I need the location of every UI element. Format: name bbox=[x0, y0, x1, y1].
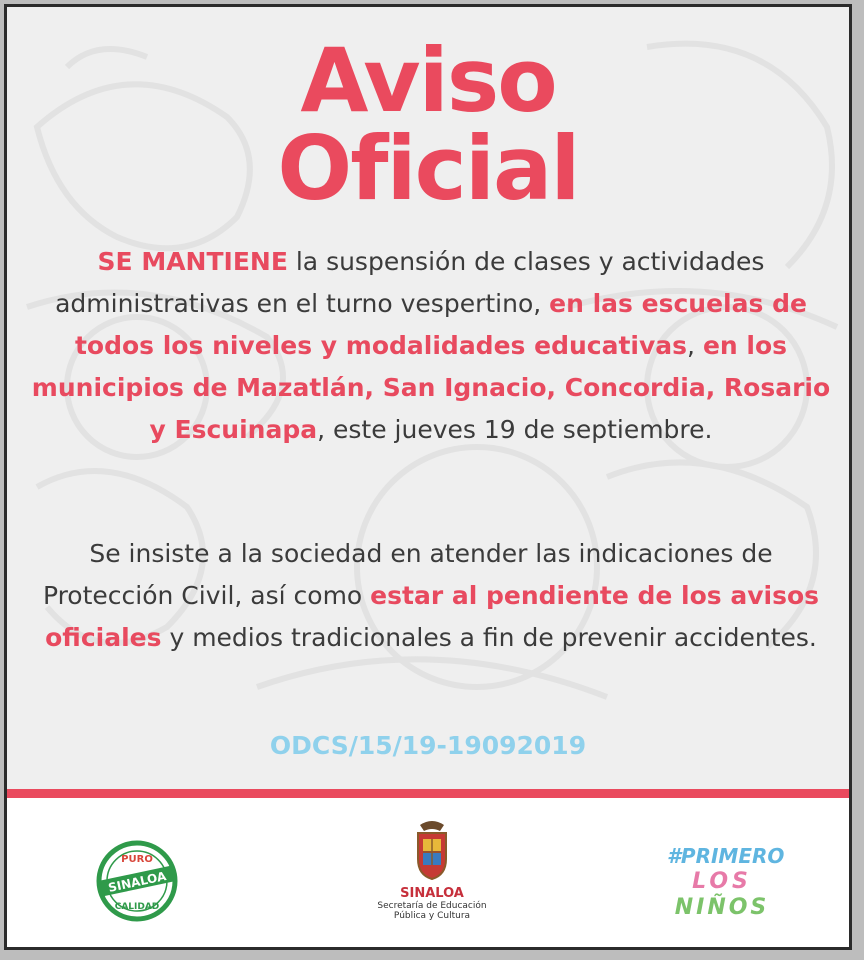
seal-bottom-text: CALIDAD bbox=[114, 902, 160, 912]
puro-sinaloa-logo bbox=[95, 839, 179, 923]
title-line-1: Aviso bbox=[300, 29, 556, 132]
highlight-text: SE MANTIENE bbox=[97, 247, 288, 276]
notice-card bbox=[4, 4, 852, 950]
highlight-text: en los municipios de Mazatlán, San Ignacio, Concordia, Rosario y Escuinapa bbox=[31, 331, 831, 444]
title-line-2: Oficial bbox=[277, 117, 579, 220]
gov-subtitle-2: Pública y Cultura bbox=[393, 911, 471, 921]
body-text: , bbox=[687, 331, 703, 360]
state-crest-icon bbox=[412, 819, 452, 881]
prim-line-1: #PRIMERO bbox=[667, 844, 785, 868]
body-text: la suspensión de clases y actividades administrativas en el turno vespertino, bbox=[55, 247, 765, 318]
prim-line-2: LOS bbox=[692, 869, 752, 894]
reference-code: ODCS/15/19-19092019 bbox=[269, 731, 587, 760]
sinaloa-government-logo bbox=[357, 819, 507, 939]
accent-divider bbox=[7, 789, 849, 798]
notice-paragraph-2 bbox=[27, 533, 835, 659]
highlight-text: en las escuelas de todos los niveles y modalidades educativas bbox=[74, 289, 807, 360]
gov-name: SINALOA bbox=[400, 886, 464, 901]
seal-top-text: PURO bbox=[121, 854, 153, 865]
gov-subtitle-1: Secretaría de Educación bbox=[377, 901, 487, 911]
seal-middle-text: SINALOA bbox=[106, 869, 168, 895]
body-text: Se insiste a la sociedad en atender las indicaciones de Protección Civil, así como bbox=[42, 539, 773, 610]
highlight-text: estar al pendiente de los avisos oficiales bbox=[45, 581, 820, 652]
body-text: , este jueves 19 de septiembre. bbox=[317, 415, 713, 444]
prim-line-3: NIÑOS bbox=[674, 895, 770, 920]
primero-los-ninos-logo bbox=[667, 843, 785, 923]
notice-panel bbox=[7, 7, 849, 789]
body-text: y medios tradicionales a fin de prevenir accidentes. bbox=[161, 623, 817, 652]
notice-paragraph-1 bbox=[27, 241, 835, 451]
